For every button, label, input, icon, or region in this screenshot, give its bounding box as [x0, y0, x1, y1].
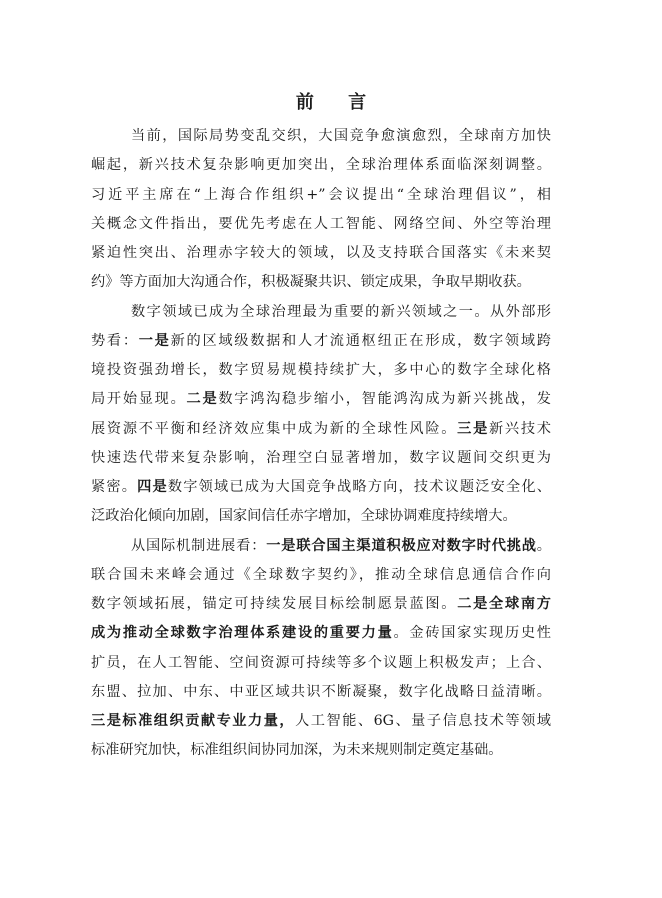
paragraph — [91, 122, 551, 298]
text-segment: 数字鸿沟稳步缩小，智能鸿沟成为新兴挑战，发 — [218, 391, 551, 408]
text-segment: 。金砖国家实现历史性 — [393, 625, 551, 642]
document-body — [91, 122, 551, 766]
text-segment: 从国际机制进展看： — [131, 537, 267, 554]
text-line — [91, 385, 551, 414]
text-segment: 关概念文件指出，要优先考虑在人工智能、网络空间、外空等治理 — [91, 215, 551, 232]
text-line — [91, 415, 551, 444]
text-line — [91, 707, 551, 736]
text-line — [91, 473, 551, 502]
text-line — [91, 502, 551, 531]
bold-text-segment: 二是全球南方 — [457, 596, 551, 612]
text-line — [91, 181, 551, 210]
text-segment: 快速迭代带来复杂影响，治理空白显著增加，数字议题间交织更为 — [91, 449, 551, 466]
text-segment: 局开始显现。 — [91, 391, 187, 408]
text-segment: 人工智能、6G、量子信息技术等领域 — [295, 713, 551, 729]
text-segment: 。 — [536, 537, 551, 554]
bold-text-segment: 三是 — [457, 420, 490, 437]
text-segment: 扩员，在人工智能、空间资源可持续等多个议题上积极发声；上合、 — [91, 654, 551, 671]
text-line — [91, 239, 551, 268]
text-segment: 崛起，新兴技术复杂影响更加突出，全球治理体系面临深刻调整。 — [91, 157, 551, 174]
bold-text-segment: 成为推动全球数字治理体系建设的重要力量 — [91, 625, 394, 642]
text-segment: 紧迫性突出、治理赤字较大的领域，以及支持联合国落实《未来契 — [91, 245, 551, 261]
text-segment: 当前，国际局势变乱交织，大国竞争愈演愈烈，全球南方加快 — [131, 128, 551, 144]
text-line — [91, 736, 551, 765]
text-segment: 境投资强劲增长，数字贸易规模持续扩大，多中心的数字全球化格 — [91, 362, 551, 378]
text-line — [91, 122, 551, 151]
bold-text-segment: 一是 — [138, 332, 171, 349]
text-line — [91, 532, 551, 561]
text-line — [91, 678, 551, 707]
text-segment: 泛政治化倾向加剧，国家间信任赤字增加，全球协调难度持续增大。 — [91, 508, 517, 525]
paragraph — [91, 298, 551, 532]
text-segment: 数字领域拓展，锚定可持续发展目标绘制愿景蓝图。 — [91, 596, 458, 612]
text-line — [91, 327, 551, 356]
text-segment: 势看： — [91, 332, 139, 349]
text-line — [91, 444, 551, 473]
text-segment: 标准研究加快，标准组织间协同加深，为未来规则制定奠定基础。 — [91, 742, 503, 759]
text-segment: 习近平主席在“上海合作组织+”会议提出“全球治理倡议”，相 — [91, 186, 551, 203]
text-line — [91, 151, 551, 180]
bold-text-segment: 一是联合国主渠道积极应对数字时代挑战 — [266, 537, 537, 554]
text-segment: 展资源不平衡和经济效应集中成为新的全球性风险。 — [91, 420, 458, 437]
text-segment: 联合国未来峰会通过《全球数字契约》，推动全球信息通信合作向 — [91, 566, 551, 583]
text-segment: 紧密。 — [91, 479, 138, 495]
text-line — [91, 356, 551, 385]
paragraph — [91, 532, 551, 766]
text-line — [91, 268, 551, 297]
text-segment: 新兴技术 — [489, 420, 551, 437]
text-segment: 数字领域已成为全球治理最为重要的新兴领域之一。从外部形 — [131, 303, 551, 320]
text-line — [91, 561, 551, 590]
text-segment: 新的区域级数据和人才流通枢纽正在形成，数字领域跨 — [170, 332, 551, 349]
text-line — [91, 210, 551, 239]
text-line — [91, 590, 551, 619]
text-line — [91, 298, 551, 327]
bold-text-segment: 三是标准组织贡献专业力量， — [91, 713, 296, 729]
text-segment: 约》等方面加大沟通合作，积极凝聚共识、锁定成果，争取早期收获。 — [91, 274, 531, 291]
bold-text-segment: 二是 — [186, 391, 219, 408]
bold-text-segment: 四是 — [137, 479, 168, 495]
text-line — [91, 619, 551, 648]
text-line — [91, 649, 551, 678]
text-segment: 东盟、拉加、中东、中亚区域共识不断凝聚，数字化战略日益清晰。 — [91, 683, 551, 700]
text-segment: 数字领域已成为大国竞争战略方向，技术议题泛安全化、 — [167, 479, 551, 495]
page-title: 前 言 — [295, 92, 381, 113]
